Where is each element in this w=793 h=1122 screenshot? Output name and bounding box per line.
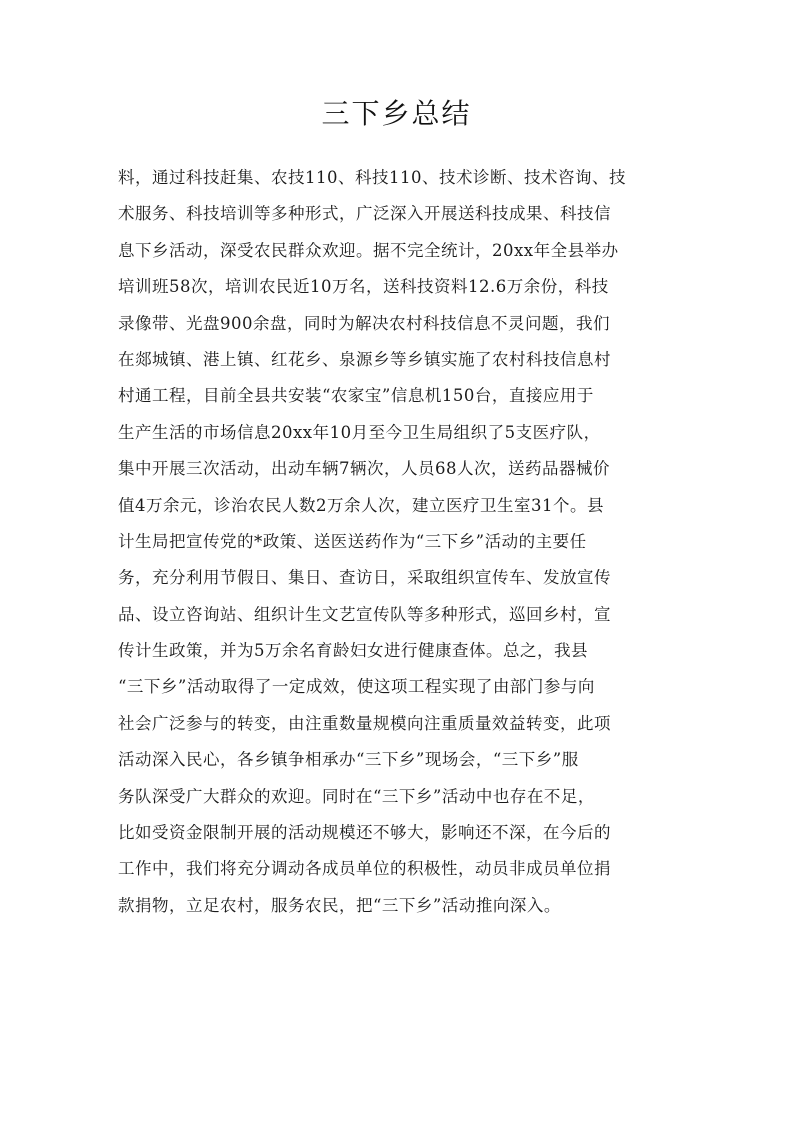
body-line: 村通工程，目前全县共安装“农家宝”信息机150台，直接应用于 (118, 386, 594, 406)
body-line: 比如受资金限制开展的活动规模还不够大，影响还不深，在今后的 (118, 823, 611, 843)
document-title: 三下乡总结 (321, 97, 472, 130)
body-line: 录像带、光盘900余盘，同时为解决农村科技信息不灵问题，我们 (118, 313, 610, 333)
body-line: 社会广泛参与的转变，由注重数量规模向注重质量效益转变，此项 (118, 713, 611, 733)
body-line: 术服务、科技培训等多种形式，广泛深入开展送科技成果、科技信 (118, 204, 611, 224)
body-line: 集中开展三次活动，出动车辆7辆次，人员68人次，送药品器械价 (118, 459, 610, 479)
body-line: 活动深入民心，各乡镇争相承办“三下乡”现场会，“三下乡”服 (118, 750, 579, 770)
body-line: 值4万余元，诊治农民人数2万余人次，建立医疗卫生室31个。县 (118, 495, 604, 515)
body-line: “三下乡”活动取得了一定成效，使这项工程实现了由部门参与向 (118, 677, 595, 697)
body-line: 培训班58次，培训农民近10万名，送科技资料12.6万余份，科技 (118, 277, 609, 297)
body-line: 料，通过科技赶集、农技110、科技110、技术诊断、技术咨询、技 (118, 168, 626, 187)
document-body (118, 160, 678, 924)
body-line: 款捐物，立足农村，服务农民，把“三下乡”活动推向深入。 (118, 895, 561, 915)
body-line: 工作中，我们将充分调动各成员单位的积极性，动员非成员单位捐 (118, 859, 611, 879)
body-line: 息下乡活动，深受农民群众欢迎。据不完全统计，20xx年全县举办 (118, 240, 619, 260)
body-line: 在郯城镇、港上镇、红花乡、泉源乡等乡镇实施了农村科技信息村 (118, 349, 611, 369)
body-line: 生产生活的市场信息20xx年10月至今卫生局组织了5支医疗队， (118, 422, 601, 442)
body-line: 品、设立咨询站、组织计生文艺宣传队等多种形式，巡回乡村，宣 (118, 604, 611, 624)
body-line: 务队深受广大群众的欢迎。同时在“三下乡”活动中也存在不足， (118, 786, 595, 806)
body-line: 计生局把宣传党的*政策、送医送药作为“三下乡”活动的主要任 (118, 531, 587, 551)
body-line: 务，充分利用节假日、集日、查访日，采取组织宣传车、发放宣传 (118, 568, 611, 588)
body-line: 传计生政策，并为5万余名育龄妇女进行健康查体。总之，我县 (118, 641, 588, 661)
